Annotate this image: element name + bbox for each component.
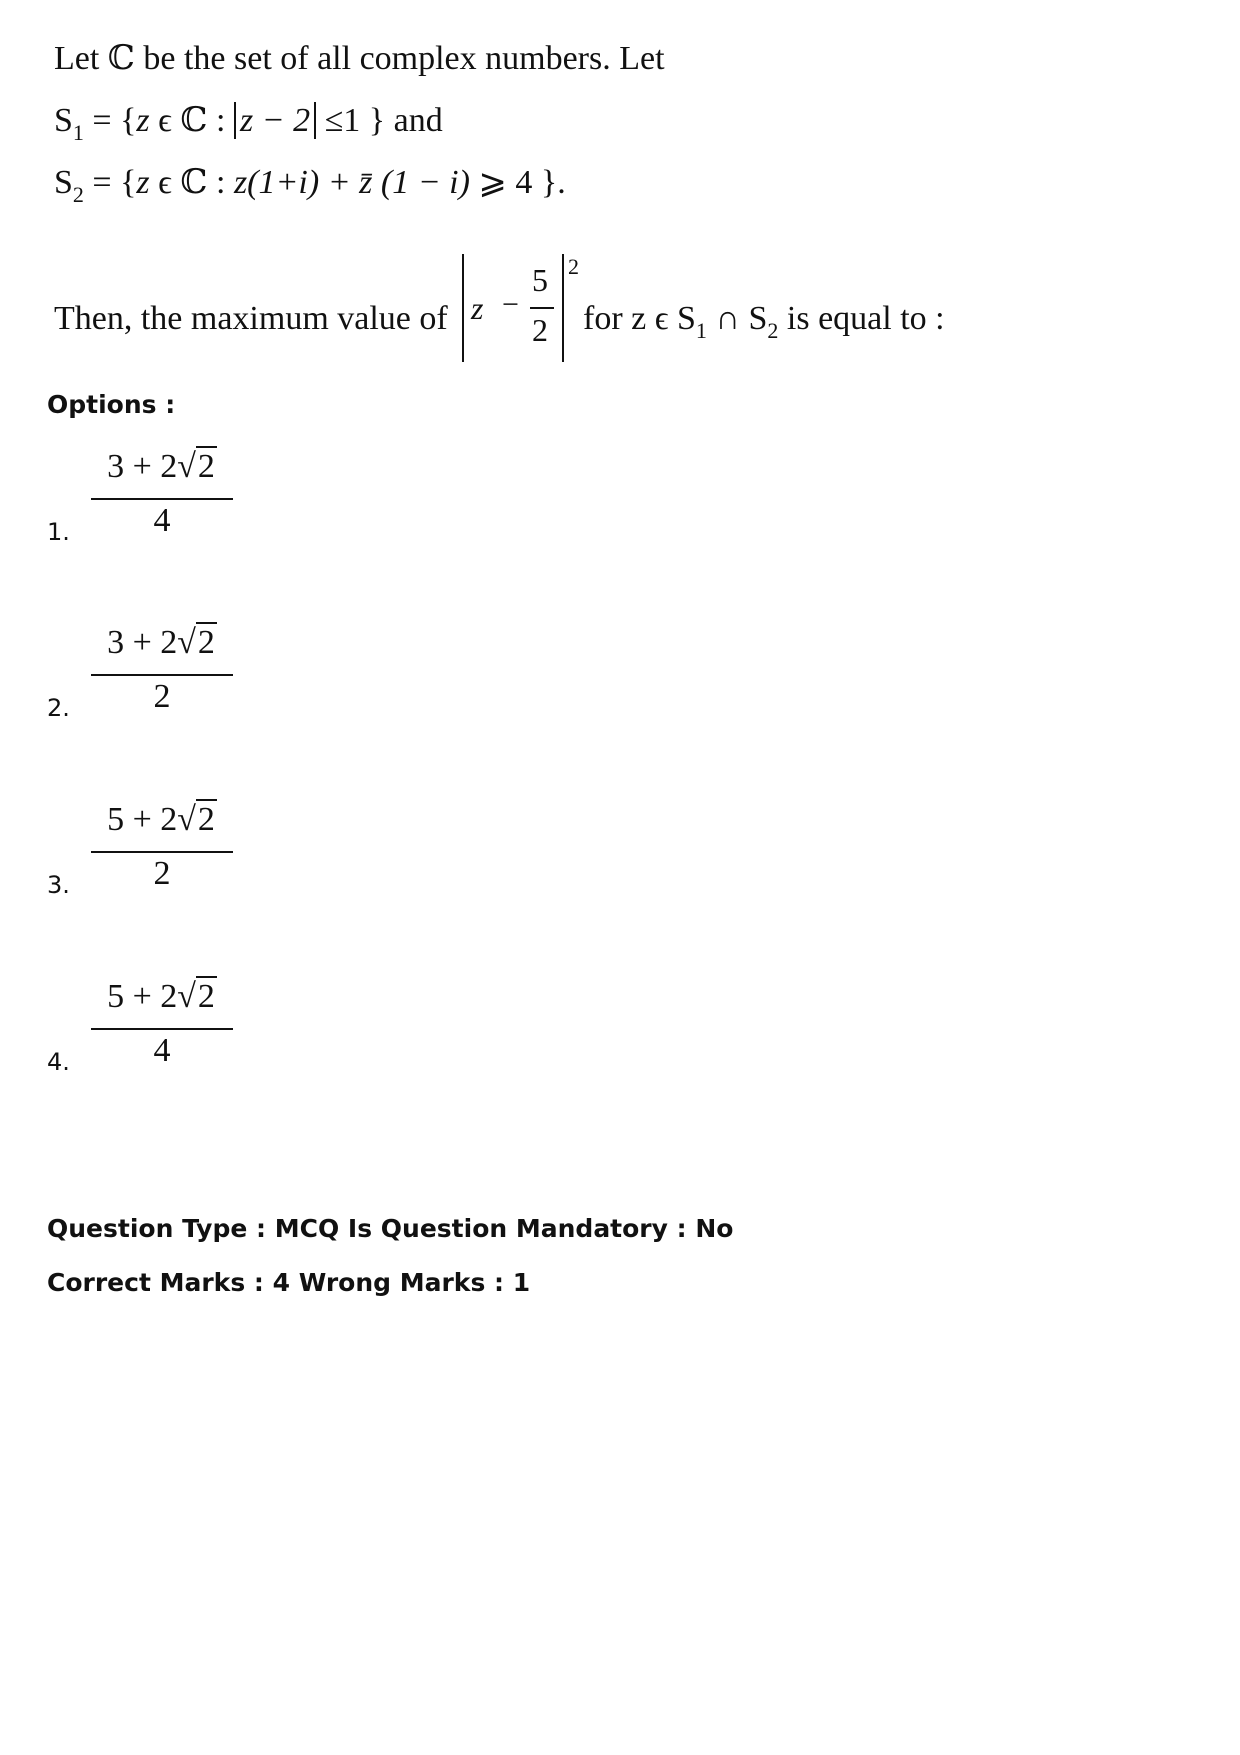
fraction-line (91, 498, 233, 500)
abs-exponent: 2 (568, 254, 579, 279)
fraction-line (91, 674, 233, 676)
option-number: 1. (47, 518, 70, 546)
sqrt-icon: √ (177, 978, 196, 1015)
marks-line: Correct Marks : 4 Wrong Marks : 1 (47, 1268, 531, 1297)
option-number: 3. (47, 871, 70, 899)
fraction-line (91, 851, 233, 853)
sqrt-icon: √ (177, 624, 196, 661)
set-s1-definition: $S_1 = \{z$ ϵ ℂ : z − 2 ≤1 } and (54, 102, 443, 145)
set-s2-definition: $S_2 = \{z$ ϵ ℂ : z(1+i) + z̄ (1 − i) ⩾ 4 }. (54, 164, 566, 207)
abs-variable: z (471, 290, 484, 326)
abs-expression (462, 254, 579, 362)
abs-denominator: 2 (532, 312, 548, 348)
question-intro: Let ℂ be the set of all complex numbers. Let (54, 40, 665, 77)
option-3[interactable]: 3. 5 + 2√2 2 (47, 801, 347, 911)
options-heading: Options : (47, 390, 176, 419)
question-then: Then, the maximum value of (54, 300, 448, 337)
abs-bar-left (462, 254, 464, 362)
abs-numerator: 5 (532, 262, 548, 298)
sqrt-icon: √ (177, 801, 196, 838)
question-domain: for z ϵ $S_1$ ∩ $S_2$ is equal to : (583, 300, 945, 343)
abs-fraction-line (530, 307, 554, 309)
fraction-line (91, 1028, 233, 1030)
option-4[interactable]: 4. 5 + 2√2 4 (47, 978, 347, 1088)
option-number: 2. (47, 694, 70, 722)
option-2[interactable]: 2. 3 + 2√2 2 (47, 624, 347, 734)
option-1[interactable]: 1. 3 + 2√2 4 (47, 448, 347, 558)
abs-minus: − (502, 288, 519, 321)
option-number: 4. (47, 1048, 70, 1076)
abs-bar-right (562, 254, 564, 362)
question-type-line: Question Type : MCQ Is Question Mandatory : No (47, 1214, 734, 1243)
sqrt-icon: √ (177, 448, 196, 485)
